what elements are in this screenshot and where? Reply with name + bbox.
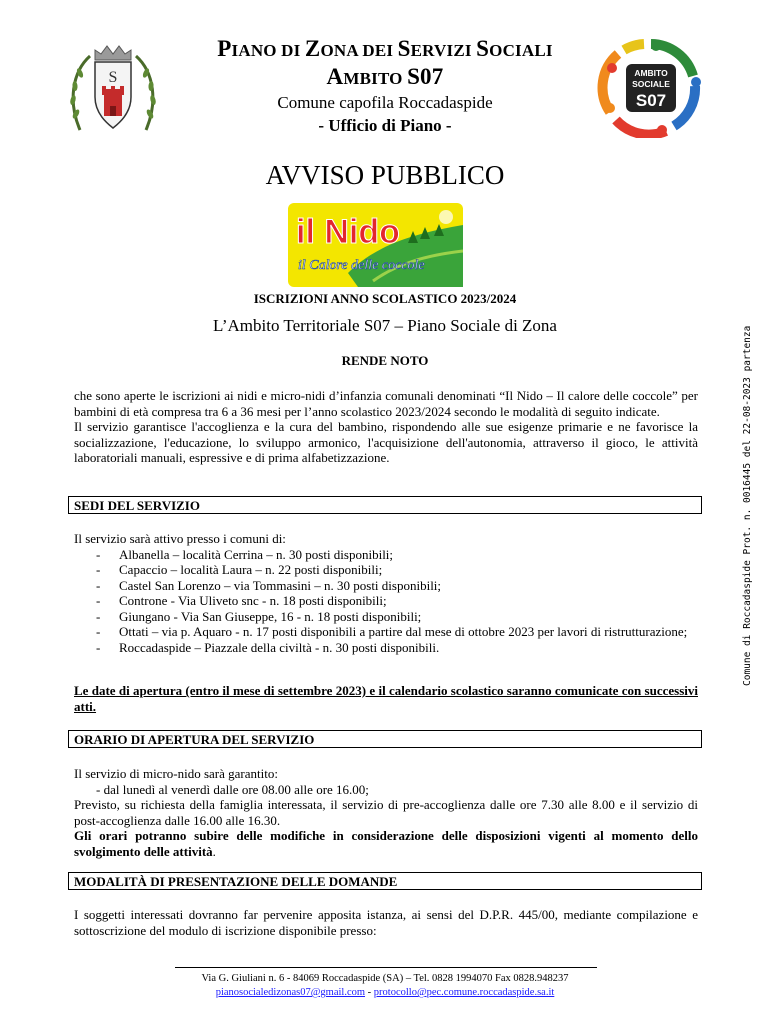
orario-line-1: Il servizio di micro-nido sarà garantito: <box>74 766 278 781</box>
intro-paragraph-2: Il servizio garantisce l'accoglienza e la cura del bambino, rispondendo alle sue esigenze primarie e ne favorisce la socializzazione, l'educazione, lo sviluppo armonico, l'acquisizione dell'autonomia, attraverso il gioco, le attività laboratoriali manuali, espressive e di prima alfabetizzazione. <box>74 419 698 465</box>
crest-letter: S <box>108 69 118 86</box>
banner-nido-title: il Nido <box>296 213 400 251</box>
section-heading-sedi: SEDI DEL SERVIZIO <box>68 496 702 514</box>
list-item: - Castel San Lorenzo – via Tommasini – n. 30 posti disponibili; <box>74 578 698 594</box>
footer-address: Via G. Giuliani n. 6 - 84069 Roccadaspide (SA) – Tel. 0828 1994070 Fax 0828.948237 <box>201 973 569 984</box>
header-comune-capofila: Comune capofila Roccadaspide <box>277 93 493 112</box>
list-item: - Capaccio – località Laura – n. 22 posti disponibili; <box>74 562 698 578</box>
list-item: - Albanella – località Cerrina – n. 30 posti disponibili; <box>74 547 698 563</box>
intro-text <box>74 388 698 466</box>
header-title-line2: AMBITO S07 <box>326 64 444 89</box>
list-item: - Controne - Via Uliveto snc - n. 18 posti disponibili; <box>74 593 698 609</box>
intro-paragraph-1: che sono aperte le iscrizioni ai nidi e micro-nidi d’infanzia comunali denominati “Il Nido – Il calore delle coccole” per bambini di età compresa tra 6 a 36 mesi per l’anno scolastico 2023/2024 secondo le modalità di seguito indicate. <box>74 388 698 419</box>
email-link-pianosociale[interactable]: pianosocialedizonas07@gmail.com <box>215 987 366 998</box>
orario-line-2: - dal lunedì al venerdì dalle ore 08.00 alle ore 16.00; <box>96 781 369 797</box>
logo-sociale-text: SOCIALE <box>632 79 670 89</box>
orario-line-4: Gli orari potranno subire delle modifiche in considerazione delle disposizioni vigenti al momento dello svolgimento delle attività. <box>74 828 698 859</box>
avviso-pubblico-heading: AVVISO PUBBLICO <box>265 160 505 190</box>
sedi-content <box>74 531 698 655</box>
header-ufficio: - Ufficio di Piano - <box>318 116 452 135</box>
list-item: - Roccadaspide – Piazzale della civiltà - n. 30 posti disponibili. <box>74 640 698 656</box>
logo-ambito-text: AMBITO <box>634 68 668 78</box>
section-heading-modalita: MODALITÀ DI PRESENTAZIONE DELLE DOMANDE <box>68 872 702 890</box>
banner-subtitle: il Calore delle coccole <box>298 258 425 273</box>
header-title-line1: PIANO DI ZONA DEI SERVIZI SOCIALI <box>217 36 553 61</box>
orario-content <box>74 766 698 859</box>
ambito-sociale-logo <box>596 38 706 138</box>
orario-line-3: Previsto, su richiesta della famiglia interessata, il servizio di pre-accoglienza dalle ore 7.30 alle 8.00 e il servizio di post-accoglienza dalle 16.00 alle 16.30. <box>74 797 698 828</box>
modalita-text: I soggetti interessati dovranno far pervenire apposita istanza, ai sensi del D.P.R. 445/00, mediante compilazione e sottoscrizione del modulo di iscrizione disponibile presso: <box>74 907 698 938</box>
date-apertura-note: Le date di apertura (entro il mese di settembre 2023) e il calendario scolastico saranno comunicate con successivi atti. <box>74 683 698 714</box>
sedi-list <box>74 547 698 656</box>
logo-code-text: S07 <box>635 91 667 110</box>
rende-noto-heading: RENDE NOTO <box>341 353 429 368</box>
section-heading-orario: ORARIO DI APERTURA DEL SERVIZIO <box>68 730 702 748</box>
list-item: - Ottati – via p. Aquaro - n. 17 posti disponibili a partire dal mese di ottobre 2023 per lavori di ristrutturazione; <box>74 624 698 640</box>
il-nido-banner <box>288 203 463 287</box>
sedi-intro: Il servizio sarà attivo presso i comuni di: <box>74 531 286 546</box>
iscrizioni-heading: ISCRIZIONI ANNO SCOLASTICO 2023/2024 <box>253 291 517 306</box>
ambito-territoriale-line: L’Ambito Territoriale S07 – Piano Sociale di Zona <box>213 316 557 335</box>
footer-contacts: pianosocialedizonas07@gmail.com - protocollo@pec.comune.roccadaspide.sa.it <box>215 987 555 998</box>
list-item: - Giungano - Via San Giuseppe, 16 - n. 18 posti disponibili; <box>74 609 698 625</box>
comune-crest-logo <box>68 42 158 138</box>
protocol-side-stamp: Comune di Roccadaspide Prot. n. 0016445 del 22-08-2023 partenza <box>742 325 753 686</box>
email-link-protocollo[interactable]: protocollo@pec.comune.roccadaspide.sa.it <box>373 987 555 998</box>
footer-divider <box>175 967 597 968</box>
